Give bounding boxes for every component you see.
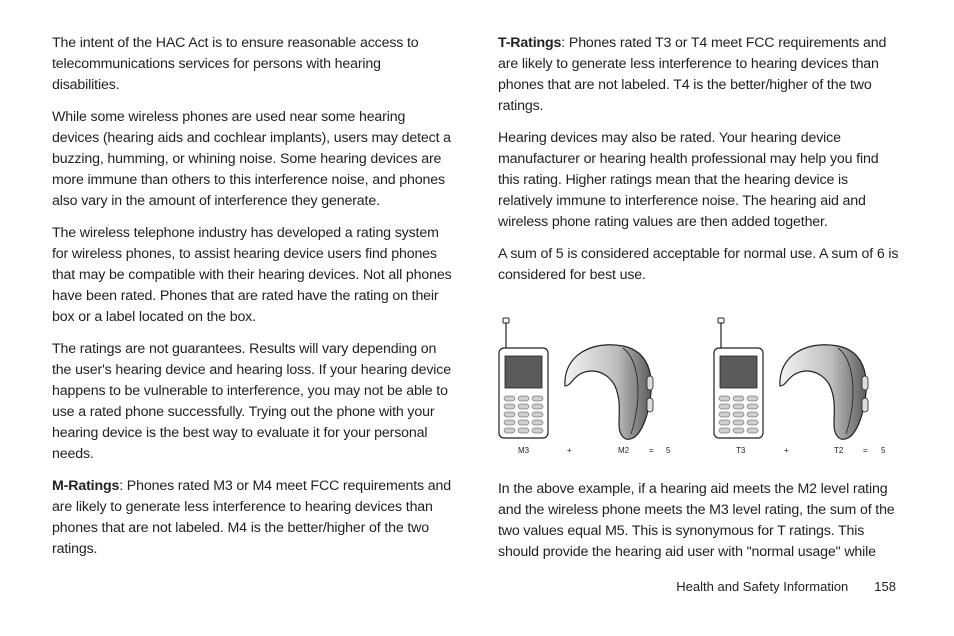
hac-intro-paragraph: The intent of the HAC Act is to ensure reasonable access to telecommunications services for persons with hearing disabilities. xyxy=(52,35,419,93)
m-ratings-text: : Phones rated M3 or M4 meet FCC requirements and are likely to generate less interference to hearing devices than phones that are not labeled. M4 is the better/higher of the two ratings. xyxy=(52,478,451,557)
interference-paragraph: While some wireless phones are used near some hearing devices (hearing aids and cochlear implants), users may detect a buzzing, humming, or whining noise. Some hearing devices are more immune than others to this interference noise, and phones also vary in the amount of interference they generate. xyxy=(52,109,451,209)
t-plus-sign: + xyxy=(784,446,789,455)
m3-phone-icon xyxy=(499,318,548,438)
rating-example-illustration xyxy=(493,316,893,461)
m-sum-value: 5 xyxy=(666,446,671,455)
m2-hearing-aid-icon xyxy=(565,345,653,439)
t-phone-label: T3 xyxy=(736,446,746,455)
guarantee-paragraph: The ratings are not guarantees. Results will vary depending on the user's hearing device and hearing loss. If your hearing device happens to be vulnerable to interference, you may not be able to use a rated phone successfully. Trying out the phone with your hearing device is the best way to evaluate it for your personal needs. xyxy=(52,341,451,462)
m-ratings-label: M-Ratings xyxy=(52,478,120,494)
page-number: 158 xyxy=(874,579,896,594)
footer-section-title: Health and Safety Information xyxy=(676,579,849,594)
t2-hearing-aid-icon xyxy=(780,345,868,439)
t-equals-sign: = xyxy=(863,446,868,455)
t-ratings-text: : Phones rated T3 or T4 meet FCC requirements and are likely to generate less interference to hearing devices than phones that are not labeled. T4 is the better/higher of the two ratings. xyxy=(498,35,887,114)
m-rating-example xyxy=(499,318,671,455)
example-paragraph: In the above example, if a hearing aid meets the M2 level rating and the wireless phone meets the M3 level rating, the sum of the two values equal M5. This is synonymous for T ratings. This should provide the hearing aid user with "normal usage" while xyxy=(498,481,895,560)
m-equals-sign: = xyxy=(649,446,654,455)
sum-paragraph: A sum of 5 is considered acceptable for normal use. A sum of 6 is considered for best use. xyxy=(498,246,899,283)
page-footer xyxy=(600,579,896,594)
t-rating-example xyxy=(714,318,886,455)
m-aid-label: M2 xyxy=(618,446,630,455)
left-column xyxy=(52,33,452,571)
t-sum-value: 5 xyxy=(881,446,886,455)
rating-system-paragraph: The wireless telephone industry has developed a rating system for wireless phones, to assist hearing device users find phones that may be compatible with their hearing devices. Not all phones have been rated. Phones that are rated have the rating on their box or a label located on the box. xyxy=(52,225,452,325)
t-aid-label: T2 xyxy=(834,446,844,455)
m-ratings-paragraph xyxy=(52,476,452,560)
t3-phone-icon xyxy=(714,318,763,438)
t-ratings-paragraph xyxy=(498,33,900,117)
m-phone-label: M3 xyxy=(518,446,530,455)
hearing-device-rating-paragraph: Hearing devices may also be rated. Your hearing device manufacturer or hearing health professional may help you find this rating. Higher ratings mean that the hearing device is relatively immune to interference noise. The hearing aid and wireless phone rating values are then added together. xyxy=(498,130,879,230)
t-ratings-label: T-Ratings xyxy=(498,35,562,51)
m-plus-sign: + xyxy=(567,446,572,455)
rating-example-figure xyxy=(493,316,893,461)
